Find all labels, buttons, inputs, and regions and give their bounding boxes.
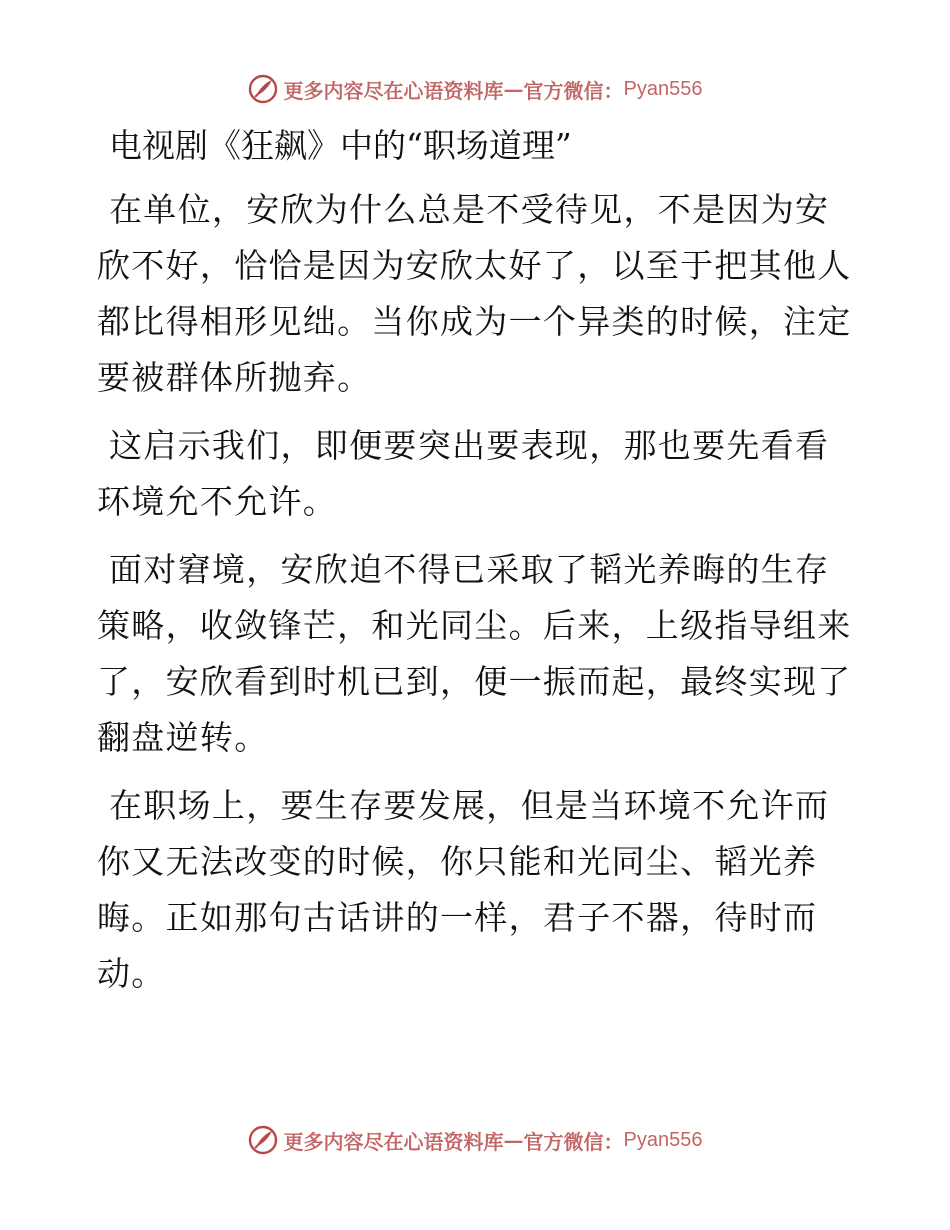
watermark-handle: Pyan556 — [623, 77, 703, 100]
paragraph: 面对窘境，安欣迫不得已采取了韬光养晦的生存策略，收敛锋芒，和光同尘。后来，上级指导组来了，安欣看到时机已到，便一振而起，最终实现了翻盘逆转。 — [97, 550, 852, 757]
footer-watermark — [0, 1120, 950, 1160]
watermark-label: 官方微信： — [523, 1129, 624, 1154]
paragraph: 在职场上，要生存要发展，但是当环境不允许而你又无法改变的时候，你只能和光同尘、韬光养晦。正如那句古话讲的一样，君子不器，待时而动。 — [97, 786, 830, 993]
watermark-dash: — — [503, 77, 524, 101]
document-title: 电视剧《狂飙》中的“职场道理” — [109, 126, 572, 165]
feather-logo-icon — [248, 1125, 278, 1155]
paragraph: 在单位，安欣为什么总是不受待见，不是因为安欣不好，恰恰是因为安欣太好了，以至于把其他人都比得相形见绌。当你成为一个异类的时候，注定要被群体所抛弃。 — [97, 190, 852, 397]
watermark-dash: — — [503, 1128, 524, 1152]
header-watermark — [0, 69, 950, 109]
watermark-main-text: 更多内容尽在心语资料库 — [283, 1129, 504, 1154]
feather-logo-icon — [248, 74, 278, 104]
watermark-label: 官方微信： — [523, 78, 624, 103]
paragraph: 这启示我们，即便要突出要表现，那也要先看看环境允不允许。 — [97, 426, 830, 521]
watermark-handle: Pyan556 — [623, 1128, 703, 1151]
watermark-main-text: 更多内容尽在心语资料库 — [283, 78, 504, 103]
document-body — [97, 118, 857, 1014]
